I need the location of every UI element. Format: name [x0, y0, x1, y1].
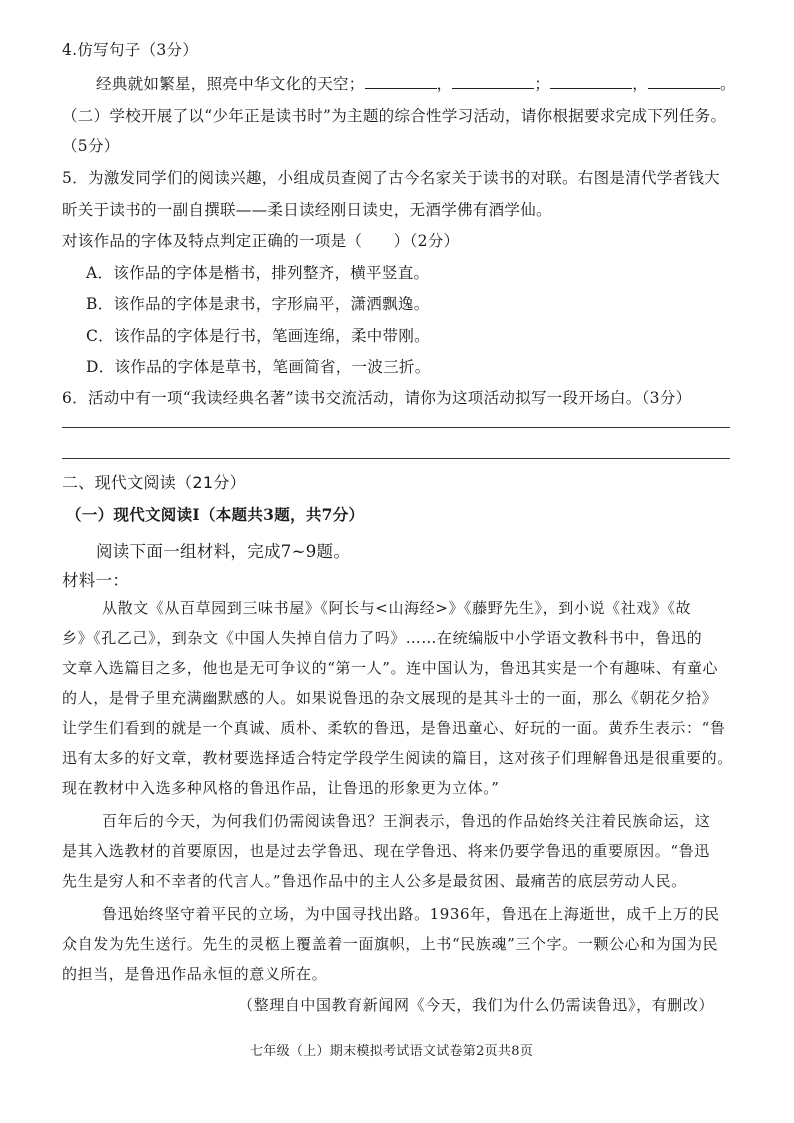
material-line-2: 乡》《孔乙己》，到杂文《中国人失掉自信力了吗》……在统编版中小学语文教科书中，鲁迅的 — [62, 629, 703, 647]
q4-sep-1: ， — [436, 75, 453, 93]
material-line-13: 的担当，是鲁迅作品永恒的意义所在。 — [62, 965, 328, 983]
material-line-1: 从散文《从百草园到三味书屋》《阿长与<山海经>》《藤野先生》，到小说《社戏》《故 — [102, 599, 692, 617]
answer-line-1[interactable] — [62, 427, 730, 428]
q4-title: 4.仿写句子（3分） — [62, 41, 199, 59]
q5-option-a: A．该作品的字体是楷书，排列整齐，横平竖直。 — [86, 264, 430, 282]
material-line-12: 众自发为先生送行。先生的灵柩上覆盖着一面旗帜，上书“民族魂”三个字。一颗公心和为国为民 — [62, 935, 719, 953]
material-label: 材料一： — [62, 571, 130, 590]
q5-option-d: D．该作品的字体是草书，笔画简省，一波三折。 — [86, 358, 431, 376]
q5-option-b: B．该作品的字体是隶书，字形扁平，潇洒飘逸。 — [86, 295, 430, 313]
q4-blank-4[interactable] — [648, 74, 720, 89]
q5-line1: 5．为激发同学们的阅读兴趣，小组成员查阅了古今名家关于读书的对联。右图是清代学者钱大 — [62, 169, 720, 187]
material-line-11: 鲁迅始终坚守着平民的立场，为中国寻找出路。1936年，鲁迅在上海逝世，成千上万的民 — [102, 905, 720, 923]
q4-sentence-line — [96, 72, 736, 94]
q4-blank-3[interactable] — [550, 74, 632, 89]
section2-subheading: （一）现代文阅读Ⅰ（本题共3题，共7分） — [66, 505, 365, 524]
q5-option-c: C．该作品的字体是行书，笔画连绵，柔中带刚。 — [86, 327, 430, 345]
q5-question: 对该作品的字体及特点判定正确的一项是（ ）（2分） — [62, 232, 460, 250]
q4-blank-2[interactable] — [452, 74, 534, 89]
answer-line-2[interactable] — [62, 458, 730, 459]
material-line-9: 是其入选教材的首要原因，也是过去学鲁迅、现在学鲁迅、将来仍要学鲁迅的重要原因。“鲁迅 — [62, 842, 710, 860]
material-line-10: 先生是穷人和不幸者的代言人。”鲁迅作品中的主人公多是最贫困、最痛苦的底层劳动人民。 — [62, 872, 687, 890]
material-line-5: 让学生们看到的就是一个真诚、质朴、柔软的鲁迅，是鲁迅童心、好玩的一面。黄乔生表示：“鲁 — [62, 719, 726, 737]
q5-line2: 昕关于读书的一副自撰联——柔日读经刚日读史，无酒学佛有酒学仙。 — [62, 201, 552, 219]
q4-stem: 经典就如繁星，照亮中华文化的天空； — [96, 75, 365, 93]
q4-sep-3: ， — [632, 75, 649, 93]
q4-end: 。 — [720, 75, 736, 93]
material-source: （整理自中国教育新闻网《今天，我们为什么仍需读鲁迅》，有删改） — [238, 996, 715, 1014]
material-line-8: 百年后的今天，为何我们仍需阅读鲁迅？王涧表示，鲁迅的作品始终关注着民族命运，这 — [102, 812, 711, 830]
material-line-4: 的人，是骨子里充满幽默感的人。如果说鲁迅的杂文展现的是其斗士的一面，那么《朝花夕拾》 — [62, 689, 718, 707]
section2-instruction: 阅读下面一组材料，完成7~9题。 — [96, 542, 351, 561]
q4-sep-2: ； — [534, 75, 551, 93]
part2-intro-line2: （5分） — [62, 137, 120, 155]
material-line-3: 文章入选篇目之多，他也是无可争议的“第一人”。连中国认为，鲁迅其实是一个有趣味、有童心 — [62, 659, 719, 677]
q4-blank-1[interactable] — [365, 74, 437, 89]
material-line-6: 迅有太多的好文章，教材要选择适合特定学段学生阅读的篇目，这对孩子们理解鲁迅是很重要的。 — [62, 749, 733, 767]
page-footer: 七年级（上）期末模拟考试语文试卷第2页共8页 — [250, 1044, 534, 1059]
section2-heading: 二、现代文阅读（21分） — [62, 473, 246, 492]
q6-text: 6．活动中有一项“我读经典名著”读书交流活动，请你为这项活动拟写一段开场白。（3分） — [62, 389, 692, 407]
part2-intro-line1: （二）学校开展了以“少年正是读书时”为主题的综合性学习活动，请你根据要求完成下列任务。 — [62, 107, 727, 125]
material-line-7: 现在教材中入选多种风格的鲁迅作品，让鲁迅的形象更为立体。” — [62, 779, 500, 797]
